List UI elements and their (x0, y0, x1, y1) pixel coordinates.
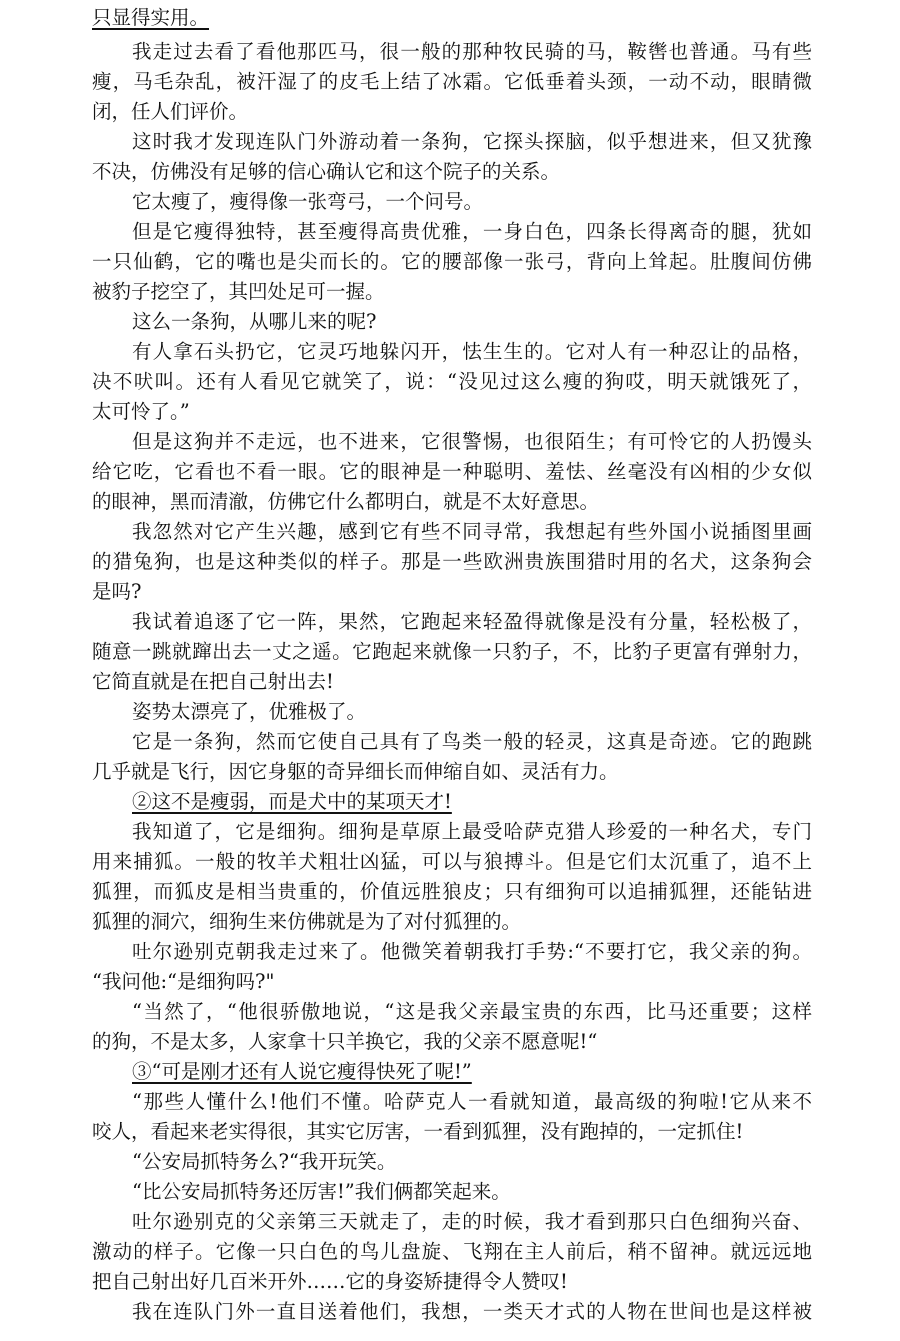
text-line: 激动的样子。它像一只白色的鸟儿盘旋、飞翔在主人前后，稍不留神。就远远地 (92, 1240, 812, 1263)
text-line: 决不吠叫。还有人看见它就笑了，说：“没见过这么瘦的狗哎，明天就饿死了， (92, 370, 812, 393)
text-line: “比公安局抓特务还厉害!”我们俩都笑起来。 (132, 1180, 511, 1203)
text-line: 它太瘦了，瘦得像一张弯弓，一个问号。 (132, 190, 484, 213)
text-line: 它简直就是在把自己射出去! (92, 670, 334, 693)
text-line: 狐狸，而狐皮是相当贵重的，价值远胜狼皮；只有细狗可以追捕狐狸，还能钻进 (92, 880, 812, 903)
text-line: 吐尔逊别克朝我走过来了。他微笑着朝我打手势:“不要打它，我父亲的狗。 (132, 940, 812, 963)
text-line: 吐尔逊别克的父亲第三天就走了，走的时候，我才看到那只白色细狗兴奋、 (132, 1210, 812, 1233)
text-line: 的眼神，黑而清澈，仿佛它什么都明白，就是不太好意思。 (92, 490, 600, 513)
text-line: 但是这狗并不走远，也不进来，它很警惕，也很陌生；有可怜它的人扔馒头 (132, 430, 812, 453)
text-line: 我知道了，它是细狗。细狗是草原上最受哈萨克猎人珍爱的一种名犬，专门 (132, 820, 812, 843)
text-line: 是吗? (92, 580, 142, 603)
text-line: 有人拿石头扔它，它灵巧地躲闪开，怯生生的。它对人有一种忍让的品格， (132, 340, 812, 363)
text-line: 这么一条狗，从哪儿来的呢? (132, 310, 377, 333)
text-line: 狐狸的洞穴，细狗生来仿佛就是为了对付狐狸的。 (92, 910, 522, 933)
text-line: ③“可是刚才还有人说它瘦得快死了呢!” (132, 1060, 472, 1083)
text-line: 咬人，看起来老实得很，其实它厉害，一看到狐狸，没有跑掉的，一定抓住! (92, 1120, 744, 1143)
text-line: 姿势太漂亮了，优雅极了。 (132, 700, 367, 723)
text-line: 给它吃，它看也不看一眼。它的眼神是一种聪明、羞怯、丝毫没有凶相的少女似 (92, 460, 812, 483)
text-line: 被豹子挖空了，其凹处足可一握。 (92, 280, 385, 303)
text-line: 它是一条狗，然而它使自己具有了鸟类一般的轻灵，这真是奇迹。它的跑跳 (132, 730, 812, 753)
text-line: 这时我才发现连队门外游动着一条狗，它探头探脑，似乎想进来，但又犹豫 (132, 130, 812, 153)
text-line: 但是它瘦得独特，甚至瘦得高贵优雅，一身白色，四条长得离奇的腿，犹如 (132, 220, 812, 243)
text-line: “公安局抓特务么?“我开玩笑。 (132, 1150, 397, 1173)
text-line: 只显得实用。 (92, 6, 210, 29)
text-line: 我在连队门外一直目送着他们，我想，一类天才式的人物在世间也是这样被 (132, 1300, 812, 1323)
text-line: 用来捕狐。一般的牧羊犬粗壮凶猛，可以与狼搏斗。但是它们太沉重了，追不上 (92, 850, 812, 873)
text-line: 太可怜了。” (92, 400, 190, 423)
text-line: 瘦，马毛杂乱，被汗湿了的皮毛上结了冰霜。它低垂着头颈，一动不动，眼睛微 (92, 70, 812, 93)
text-line: “那些人懂什么!他们不懂。哈萨克人一看就知道，最高级的狗啦!它从来不 (132, 1090, 812, 1113)
text-line: “当然了，“他很骄傲地说，“这是我父亲最宝贵的东西，比马还重要；这样 (132, 1000, 812, 1023)
text-line: 不决，仿佛没有足够的信心确认它和这个院子的关系。 (92, 160, 561, 183)
text-line: 把自己射出好几百米开外……它的身姿矫捷得令人赞叹! (92, 1270, 568, 1293)
text-line: 的猎兔狗，也是这种类似的样子。那是一些欧洲贵族围猎时用的名犬，这条狗会 (92, 550, 812, 573)
text-line: 我走过去看了看他那匹马，很一般的那种牧民骑的马，鞍辔也普通。马有些 (132, 40, 812, 63)
text-line: ②这不是瘦弱，而是犬中的某项天才! (132, 790, 452, 813)
text-line: 我忽然对它产生兴趣，感到它有些不同寻常，我想起有些外国小说插图里画 (132, 520, 812, 543)
text-line: 随意一跳就蹿出去一丈之遥。它跑起来就像一只豹子，不，比豹子更富有弹射力， (92, 640, 812, 663)
text-line: 几乎就是飞行，因它身躯的奇异细长而伸缩自如、灵活有力。 (92, 760, 619, 783)
text-line: 一只仙鹤，它的嘴也是尖而长的。它的腰部像一张弓，背向上耸起。肚腹间仿佛 (92, 250, 812, 273)
text-line: 我试着追逐了它一阵，果然，它跑起来轻盈得就像是没有分量，轻松极了， (132, 610, 812, 633)
text-line: “我问他:“是细狗吗?" (92, 970, 275, 993)
text-line: 的狗，不是太多，人家拿十只羊换它，我的父亲不愿意呢!“ (92, 1030, 598, 1053)
text-line: 闭，任人们评价。 (92, 100, 249, 123)
